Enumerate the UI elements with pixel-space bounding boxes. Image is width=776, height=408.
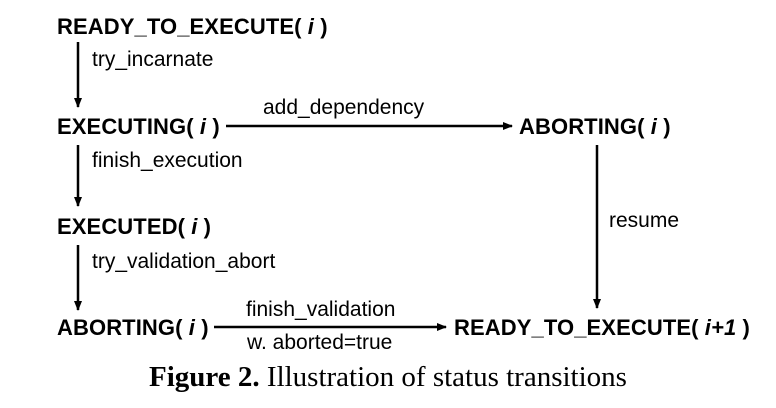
state-arg: i+1 [698,315,743,340]
label-try-validation-abort: try_validation_abort [92,250,276,273]
state-name: EXECUTING( [57,114,194,139]
state-arg: i [182,315,202,340]
figure-caption-text: Illustration of status transitions [259,361,627,393]
label-finish-validation-condition: w. aborted=true [247,331,393,354]
state-name: ABORTING( [57,315,183,340]
state-close: ) [212,114,220,139]
label-resume: resume [609,209,680,232]
state-arg: i [185,214,204,239]
state-name: EXECUTED( [57,214,186,239]
figure-caption [0,360,776,394]
label-try-incarnate: try_incarnate [92,48,214,71]
state-arg: i [193,114,213,139]
state-ready-to-execute-i [57,14,328,40]
label-finish-execution: finish_execution [92,149,243,172]
state-name: ABORTING( [519,114,645,139]
state-aborting-i-left [57,315,209,341]
state-close: ) [203,214,212,239]
state-name: READY_TO_EXECUTE( [57,14,302,39]
label-add-dependency: add_dependency [263,96,425,119]
state-executing-i [57,114,220,140]
state-close: ) [320,14,328,39]
state-close: ) [663,114,671,139]
state-close: ) [201,315,209,340]
state-executed-i [57,214,211,240]
state-arg: i [644,114,664,139]
state-name: READY_TO_EXECUTE( [454,315,699,340]
state-aborting-i-right [519,114,671,140]
state-ready-to-execute-i-plus-1 [454,315,750,341]
figure-caption-label: Figure 2. [149,361,260,393]
label-finish-validation: finish_validation [246,298,396,321]
state-close: ) [742,315,750,340]
state-arg: i [301,14,321,39]
